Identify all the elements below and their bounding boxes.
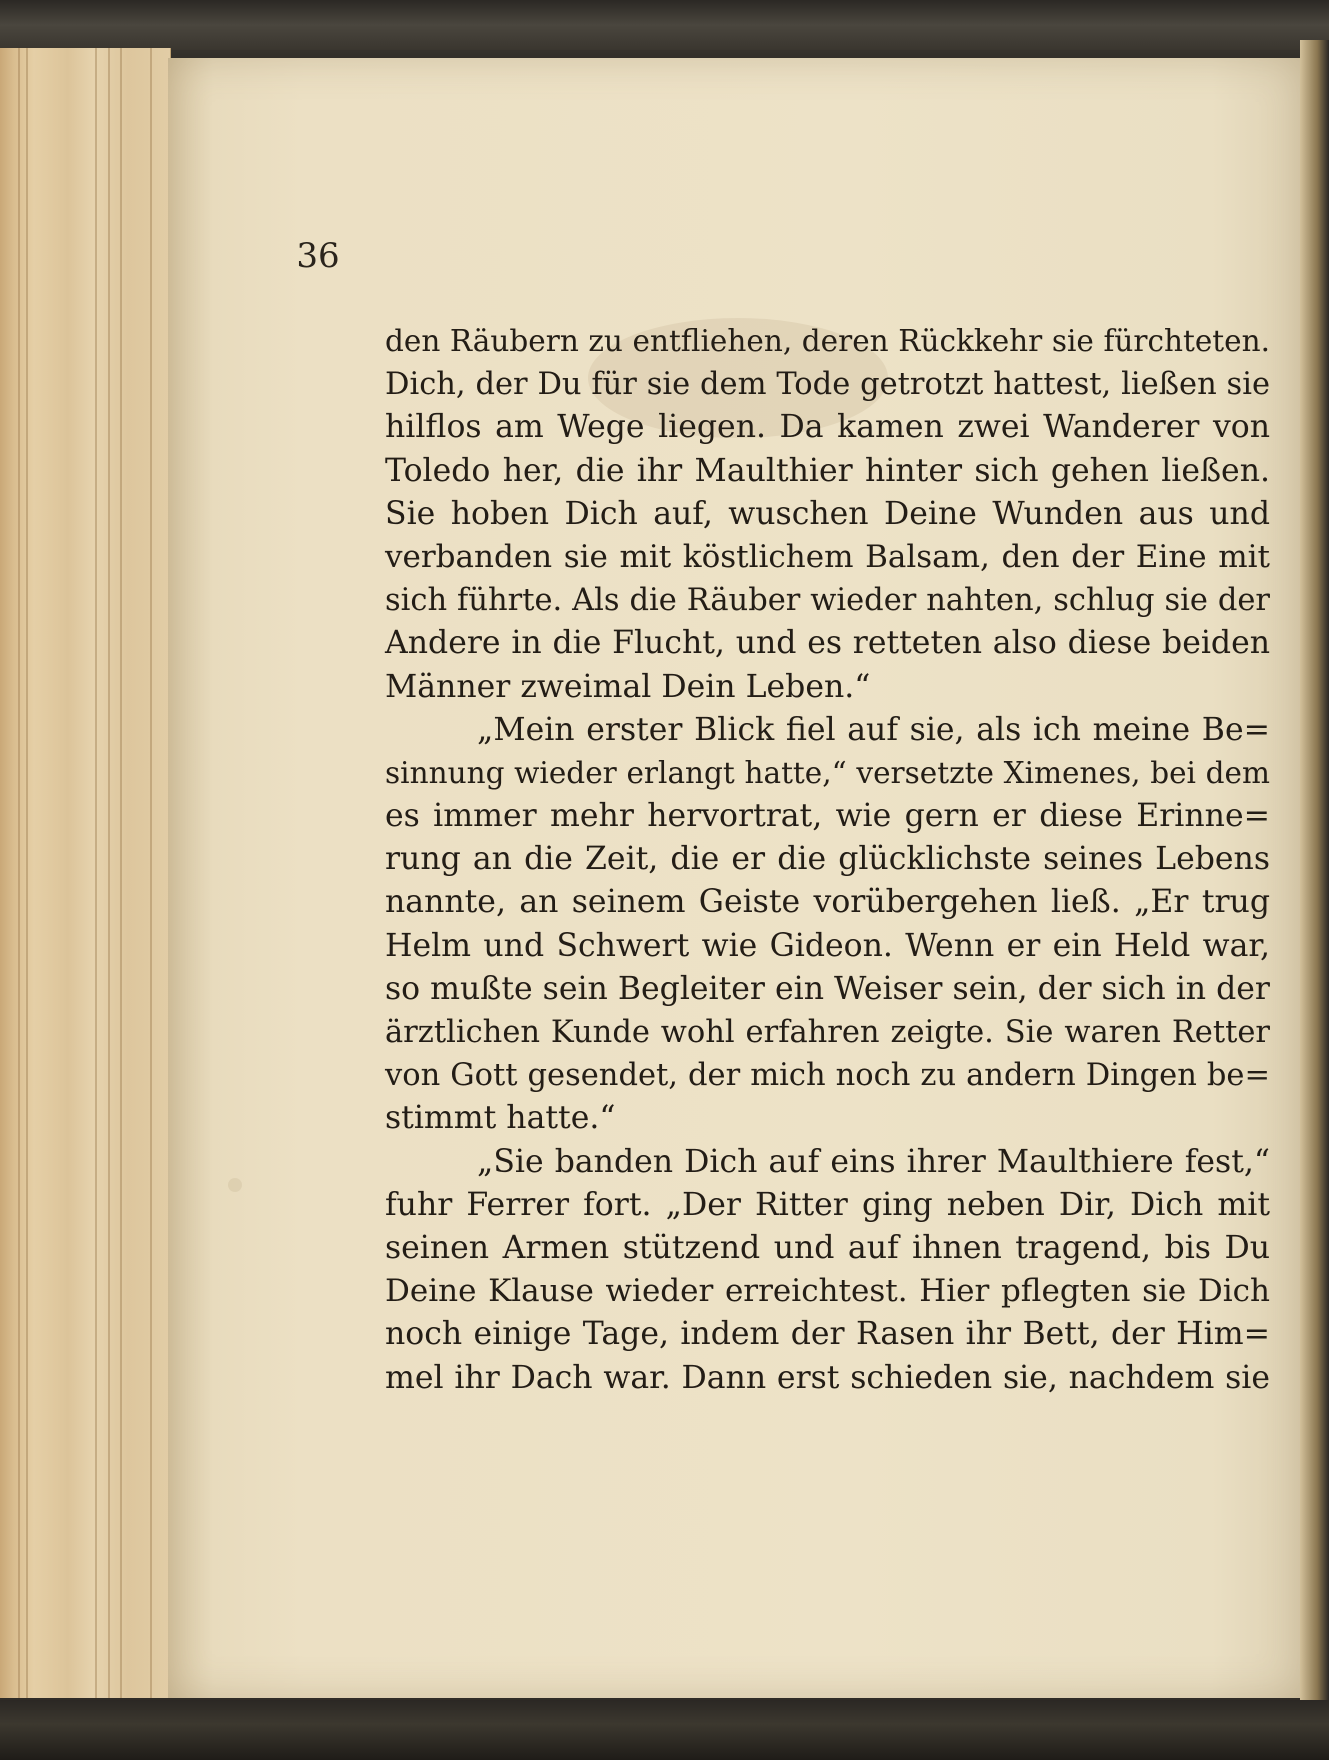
text-line: seinen Armen stützend und auf ihnen tragend, bis Du [385,1229,1270,1266]
right-page-edge [1300,40,1329,1720]
text-line: Deine Klause wieder erreichtest. Hier pflegten sie Dich [385,1273,1270,1310]
scan-bottom-edge [0,1700,1329,1760]
text-line: mel ihr Dach war. Dann erst schieden sie, nachdem sie [385,1359,1270,1396]
text-line: rung an die Zeit, die er die glücklichste seines Lebens [385,841,1270,878]
text-line: Dich, der Du für sie dem Tode getrotzt hattest, ließen sie [385,367,1270,403]
text-line: Männer zweimal Dein Leben.“ [385,668,871,705]
page-number: 36 [296,236,340,276]
page-edge-line [18,48,20,1698]
text-line: Sie hoben Dich auf, wuschen Deine Wunden aus und [385,495,1270,532]
text-line: von Gott gesendet, der mich noch zu andern Dingen be= [385,1058,1270,1094]
text-line: Toledo her, die ihr Maulthier hinter sich gehen ließen. [385,452,1270,489]
text-line: hilflos am Wege liegen. Da kamen zwei Wanderer von [385,409,1270,446]
text-line: „Sie banden Dich auf eins ihrer Maulthiere fest,“ [477,1143,1270,1180]
text-line: fuhr Ferrer fort. „Der Ritter ging neben Dir, Dich mit [385,1186,1270,1223]
left-page-stack [0,48,171,1698]
body-text [385,320,1270,1400]
text-line: sinnung wieder erlangt hatte,“ versetzte Ximenes, bei dem [385,755,1270,790]
paper-spot [228,1178,242,1192]
text-line: nannte, an seinem Geiste vorübergehen ließ. „Er trug [385,884,1270,921]
text-line: noch einige Tage, indem der Rasen ihr Bett, der Him= [385,1316,1270,1353]
text-line: den Räubern zu entfliehen, deren Rückkehr sie fürchteten. [385,324,1270,358]
text-line: so mußte sein Begleiter ein Weiser sein, der sich in der [385,970,1270,1007]
text-line: verbanden sie mit köstlichem Balsam, den der Eine mit [385,538,1270,575]
text-line: sich führte. Als die Räuber wieder nahten, schlug sie der [385,583,1270,619]
page-edge-line [150,48,152,1698]
text-line: ärztlichen Kunde wohl erfahren zeigte. Sie waren Retter [385,1015,1270,1050]
text-line: es immer mehr hervortrat, wie gern er diese Erinne= [385,798,1270,835]
text-line: „Mein erster Blick fiel auf sie, als ich meine Be= [477,711,1270,748]
page-edge-line [108,48,110,1698]
page-edge-line [26,48,28,1698]
page-edge-line [120,48,122,1698]
page-edge-line [95,48,97,1698]
text-line: Andere in die Flucht, und es retteten also diese beiden [385,625,1270,662]
text-line: Helm und Schwert wie Gideon. Wenn er ein Held war, [385,927,1270,964]
text-line: stimmt hatte.“ [385,1100,616,1137]
scan-top-edge [0,0,1329,50]
